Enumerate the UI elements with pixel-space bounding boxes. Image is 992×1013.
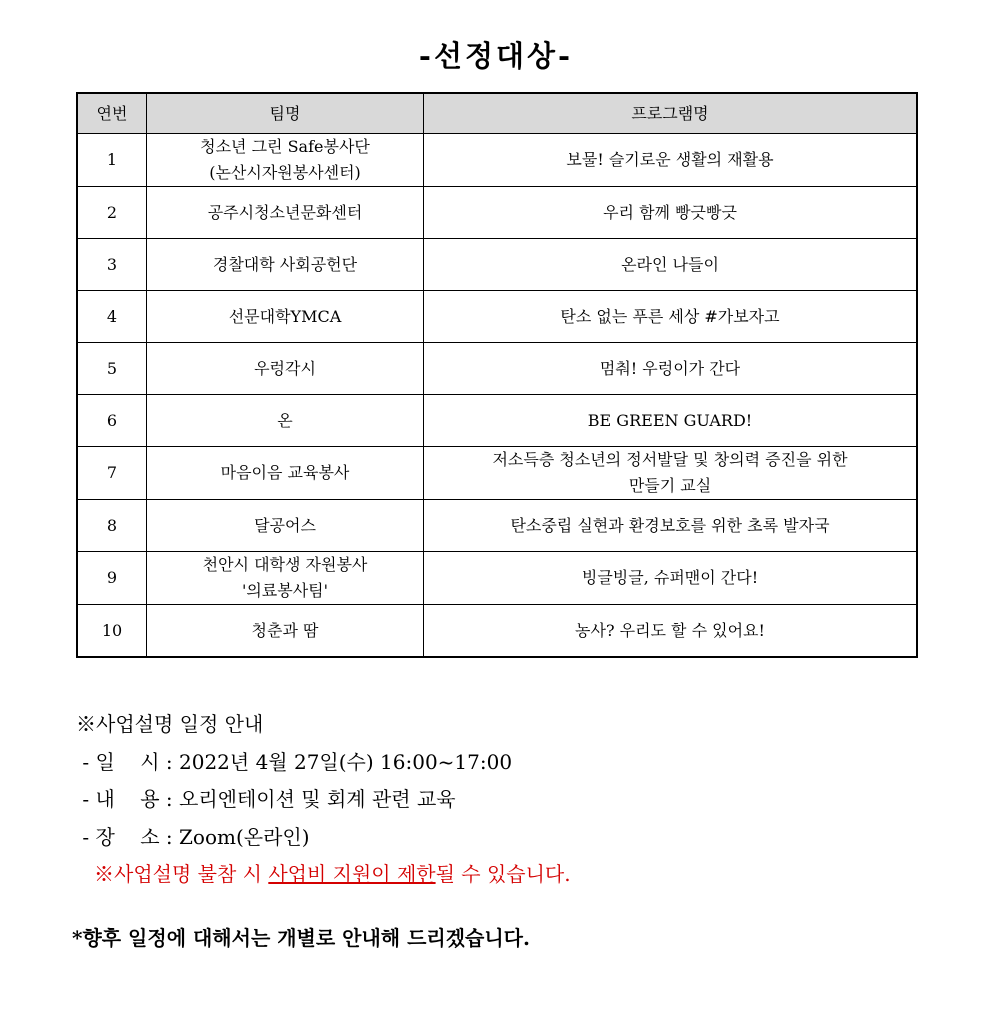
team-line: 달공어스 (254, 515, 316, 535)
row-no: 5 (77, 343, 147, 395)
row-program (424, 239, 918, 291)
warning-pre: ※사업설명 불참 시 (94, 862, 269, 886)
row-program (424, 500, 918, 552)
row-team (147, 239, 424, 291)
team-line: 청춘과 땀 (251, 620, 319, 640)
row-team (147, 500, 424, 552)
page-title: -선정대상- (418, 39, 574, 73)
row-no: 3 (77, 239, 147, 291)
team-line: 선문대학YMCA (228, 306, 342, 326)
team-line: 공주시청소년문화센터 (207, 202, 363, 222)
briefing-warning (76, 856, 571, 894)
row-team (147, 552, 424, 605)
table-row (77, 395, 917, 447)
table-row (77, 447, 917, 500)
team-line: 천안시 대학생 자원봉사 (202, 555, 368, 574)
place-label: - 장 소 : (76, 824, 179, 849)
header-team: 팀명 (147, 93, 424, 134)
date-label: - 일 시 : (76, 749, 179, 774)
table-row (77, 500, 917, 552)
program-line: 우리 함께 빵긋빵긋 (603, 202, 737, 222)
briefing-place (76, 819, 571, 857)
table-row (77, 343, 917, 395)
row-team (147, 447, 424, 500)
row-no: 8 (77, 500, 147, 552)
row-program (424, 291, 918, 343)
program-line: 보물! 슬기로운 생활의 재활용 (566, 150, 774, 169)
content-value: 오리엔테이션 및 회계 관련 교육 (179, 787, 456, 811)
row-team (147, 187, 424, 239)
table-row (77, 134, 917, 187)
program-line: 만들기 교실 (628, 476, 712, 495)
program-line: 빙글빙글, 슈퍼맨이 간다! (581, 568, 759, 587)
row-no: 1 (77, 134, 147, 187)
row-team (147, 134, 424, 187)
row-no: 4 (77, 291, 147, 343)
header-no: 연번 (77, 93, 147, 134)
row-program (424, 552, 918, 605)
program-line: 멈춰! 우렁이가 간다 (599, 358, 741, 378)
briefing-section (76, 706, 571, 894)
table-row (77, 605, 917, 658)
row-no: 9 (77, 552, 147, 605)
program-line: 탄소중립 실현과 환경보호를 위한 초록 발자국 (510, 515, 830, 535)
briefing-heading: ※사업설명 일정 안내 (76, 712, 264, 736)
program-line: 농사? 우리도 할 수 있어요! (575, 620, 765, 640)
table-row (77, 187, 917, 239)
table-row (77, 239, 917, 291)
team-line: 경찰대학 사회공헌단 (212, 254, 358, 274)
row-team (147, 605, 424, 658)
table-header-row (77, 93, 917, 134)
row-team (147, 395, 424, 447)
warning-underlined: 사업비 지원이 제한 (268, 862, 436, 886)
row-program (424, 395, 918, 447)
row-program (424, 134, 918, 187)
row-no: 7 (77, 447, 147, 500)
row-program (424, 447, 918, 500)
row-no: 10 (77, 605, 147, 658)
date-value: 2022년 4월 27일(수) 16:00~17:00 (179, 749, 513, 774)
team-line: 온 (277, 410, 293, 430)
program-line: 저소득층 청소년의 정서발달 및 창의력 증진을 위한 (492, 450, 848, 469)
row-no: 6 (77, 395, 147, 447)
warning-post: 될 수 있습니다. (435, 862, 571, 886)
program-line: 온라인 나들이 (621, 254, 719, 274)
row-program (424, 187, 918, 239)
program-line: 탄소 없는 푸른 세상 #가보자고 (560, 306, 780, 326)
team-line: 청소년 그린 Safe봉사단 (200, 137, 370, 156)
row-team (147, 291, 424, 343)
briefing-content (76, 781, 571, 819)
row-team (147, 343, 424, 395)
row-program (424, 343, 918, 395)
row-no: 2 (77, 187, 147, 239)
footnote: *향후 일정에 대해서는 개별로 안내해 드리겠습니다. (72, 926, 530, 950)
row-program (424, 605, 918, 658)
team-line: 마음이음 교육봉사 (220, 463, 350, 482)
selection-table (76, 92, 918, 658)
briefing-date (76, 744, 571, 782)
team-line: 우렁각시 (254, 358, 316, 378)
table-row (77, 291, 917, 343)
header-program: 프로그램명 (424, 93, 918, 134)
program-line: BE GREEN GUARD! (587, 410, 753, 430)
table-row (77, 552, 917, 605)
team-line: (논산시자원봉사센터) (209, 163, 361, 182)
content-label: - 내 용 : (76, 787, 179, 811)
place-value: Zoom(온라인) (179, 824, 310, 849)
team-line: '의료봉사팀' (241, 581, 329, 600)
